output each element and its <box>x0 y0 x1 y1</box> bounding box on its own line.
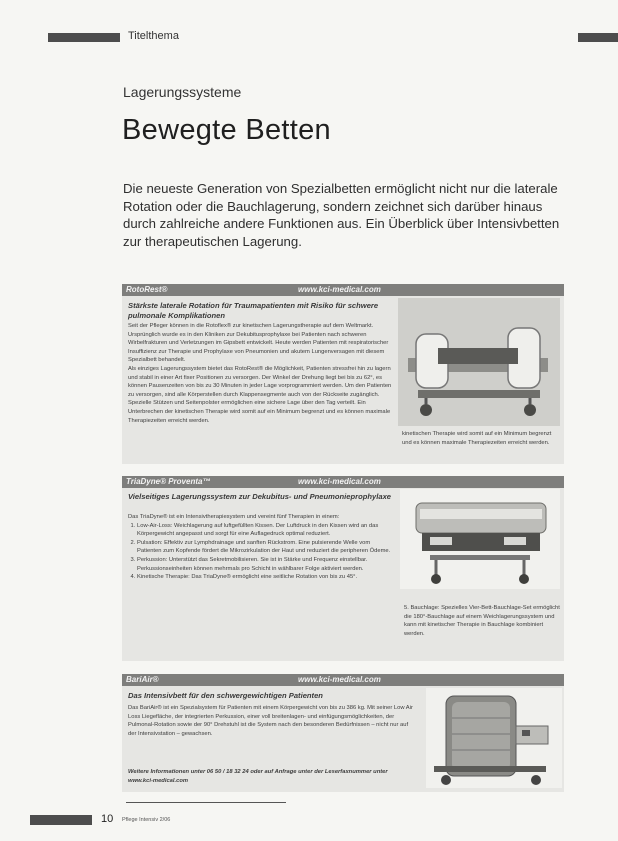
product-subtitle: Vielseitiges Lagerungssystem zur Dekubitus- und Pneumonieprophylaxe <box>128 492 392 501</box>
paragraph: Das TriaDyne® ist ein Intensivtherapiesystem und vereint fünf Therapien in einem: <box>128 514 340 520</box>
therapy-list <box>128 522 394 582</box>
product-box-triadyne <box>122 476 564 661</box>
list-item: 2. Pulsation: Effektiv zur Lymphdrainage und sanften Rückstrom. Eine pulsierende Welle vom Patienten zum Kopfende fördert die Mikrozirkulation der Haut und reduziert die peripheren Ödeme. <box>137 539 394 556</box>
article-kicker: Lagerungssysteme <box>123 84 242 100</box>
product-name: BariAir® <box>126 675 159 684</box>
product-text <box>128 513 394 582</box>
bariair-bed-photo <box>426 688 562 788</box>
product-box-bariair <box>122 674 564 792</box>
product-text <box>128 704 418 738</box>
article-lead: Die neueste Generation von Spezialbetten ermöglicht nicht nur die laterale Rotation oder die Bauchlagerung, sondern zeichnet sich darüber hinaus durch zahlreiche andere Funktionen aus. Ein Überblick über Intensivbetten zur therapeutischen Lagerung. <box>123 181 560 249</box>
product-subtitle: Stärkste laterale Rotation für Traumapatienten mit Risiko für schwere pulmonale Komplikationen <box>128 301 379 320</box>
list-item: 1. Low-Air-Loss: Weichlagerung auf luftgefüllten Kissen. Der Luftdruck in den Kissen wird an das Körpergewicht angepasst und sorgt für eine Auflagedruck optimal reduziert. <box>137 522 394 539</box>
product-name: TriaDyne® Proventa™ <box>126 477 211 486</box>
box-header <box>122 284 564 296</box>
paragraph: Das BariAir® ist ein Spezialsystem für Patienten mit einem Körpergewicht von bis zu 386 kg. Mit seiner Low Air Loss Liegefläche, der integrierten Perkussion, einer voll breitenlagen- und einfügungsmöglichkeiten, der Pulmonal-Rotation sowie der 90° Drehstuhl ist die System nach den besonderen Bedürfnissen – nicht nur auf der Intensivstation – gewachsen. <box>128 705 413 737</box>
product-name: RotoRest® <box>126 285 168 294</box>
product-text-side: kinetischen Therapie wird somit auf ein Minimum begrenzt und es können maximale Therapiezeiten erreicht werden. <box>402 431 552 446</box>
footer-rule <box>126 802 286 803</box>
section-label: Titelthema <box>128 30 179 42</box>
page-number-bar <box>30 815 92 825</box>
product-text-side: 5. Bauchlage: Spezielles Vier-Bett-Bauchlage-Set ermöglicht die 180°-Bauchlage auf einem Weichlagerungssystem und kann mit kinetischer Therapie in Bauchlage kombiniert werden. <box>404 605 560 637</box>
box-header <box>122 674 564 686</box>
product-url[interactable]: www.kci-medical.com <box>298 285 381 294</box>
list-item: 3. Perkussion: Unterstützt das Sekretmobilisieren. Sie ist in Stärke und Frequenz einstellbar. Perkussionseinheiten können mehrmals pro Schicht in wählbarer Folge aktiviert werden. <box>137 556 394 573</box>
list-item: 4. Kinetische Therapie: Das TriaDyne® ermöglicht eine seitliche Rotation von bis zu 45°. <box>137 573 394 582</box>
journal-name: Pflege Intensiv 2/06 <box>122 817 171 823</box>
header-bar-right <box>578 33 618 42</box>
paragraph: Seit der Pfleger können in die Rotoflex® zur kinetischen Lagerungstherapie auf dem Weltmarkt. Ursprünglich wurde es in den Kliniken zur Dekubitusprophylaxe bei Patienten nach schweren Wirbelfrakturen und Verletzungen im Gipsbett entwickelt. Heute werden Patienten mit respiratorischer Insuffizienz zur Therapie und Prophylaxe von Pneumonien und akutem Lungenversagen mit diesem Spezialbett behandelt. <box>128 323 389 364</box>
triadyne-bed-photo <box>400 489 560 589</box>
paragraph: Als einziges Lagerungssystem bietet das RotoRest® die Möglichkeit, Patienten stressfrei hin zu lagern und stabil in einer Art fixer Positionen zu versorgen. Der Winkel der Drehung liegt bei bis zu 62°, es können Pausenzeiten von bis zu 30 Minuten in jeder Lage vorprogrammiert werden. Um den Patienten zu versorgen, sind alle Körperstellen durch Klappensegmente auch von der Rückseite zugänglich. Spezielle Stützen und Seitenpolster ermöglichen eine sichere Lage über den Tag verteilt. Ein Unterbrechen der kinetischen Therapie wird somit auf ein Minimum begrenzt und es können maximale Therapiezeiten erreicht werden. <box>128 365 392 424</box>
product-url[interactable]: www.kci-medical.com <box>298 675 381 684</box>
article-title: Bewegte Betten <box>122 114 331 146</box>
product-text <box>128 322 392 425</box>
header-bar-left <box>48 33 120 42</box>
product-box-rotorest <box>122 284 564 464</box>
rotorest-bed-photo <box>398 298 560 426</box>
more-info-note: Weitere Informationen unter 06 50 / 18 32 24 oder auf Anfrage unter der Leserfaxnummer unter www.kci-medical.com <box>128 769 388 784</box>
product-subtitle: Das Intensivbett für den schwergewichtigen Patienten <box>128 691 323 700</box>
box-header <box>122 476 564 488</box>
product-url[interactable]: www.kci-medical.com <box>298 477 381 486</box>
page-number: 10 <box>101 813 114 825</box>
